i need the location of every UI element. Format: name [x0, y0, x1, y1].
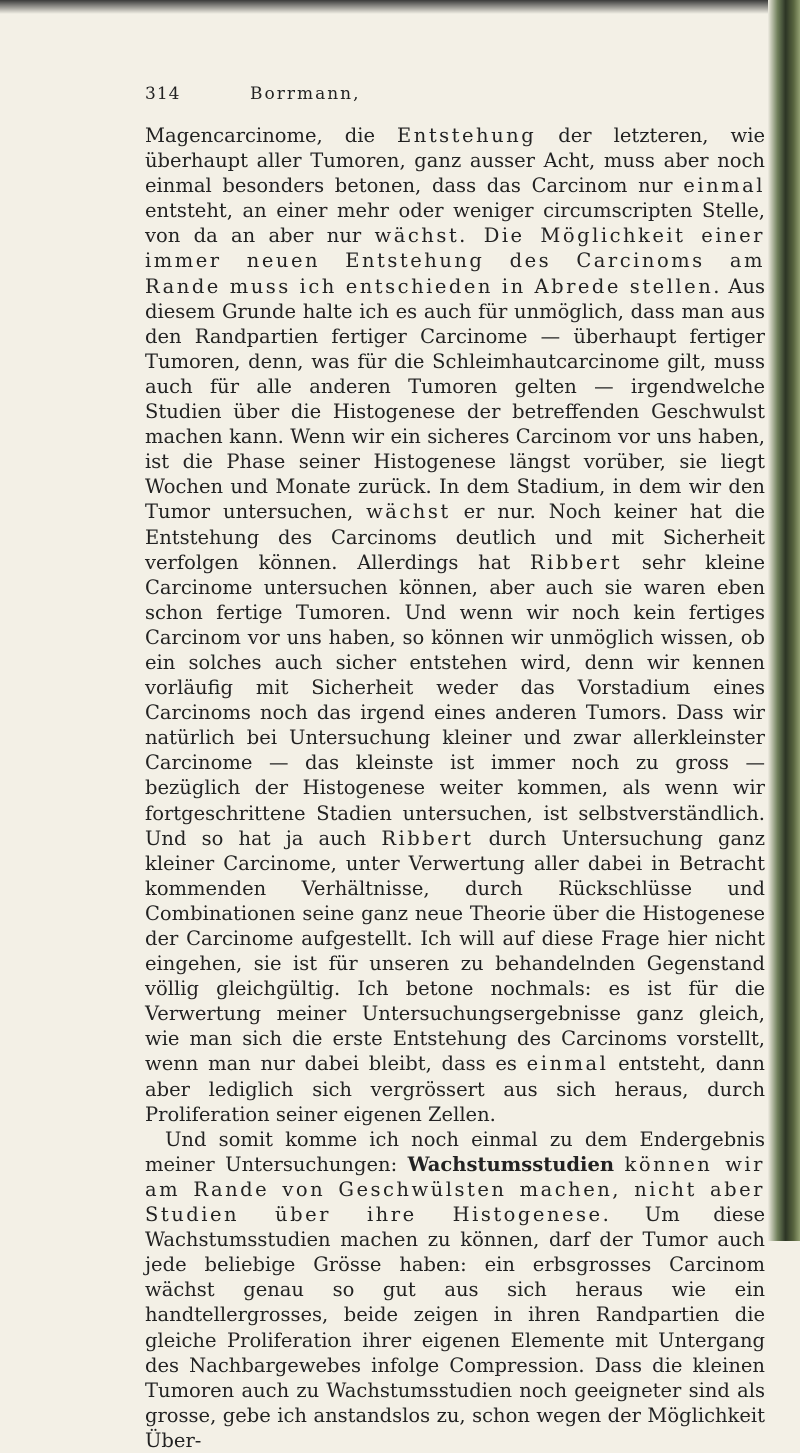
- text-segment: einmal: [683, 174, 765, 198]
- text-segment: Magencarcinome, die: [145, 124, 398, 147]
- page-number: 314: [145, 84, 181, 104]
- text-segment: Ribbert: [381, 826, 474, 850]
- text-segment-bold: Wachstumsstudien: [407, 1152, 615, 1176]
- text-segment: einmal: [526, 1052, 609, 1076]
- text-segment: sehr kleine Carcinome untersuchen können, aber auch sie waren eben schon fertige Tumoren. Und wenn wir noch kein fertiges Carcinom vor uns haben, so können wir unmöglich wissen, ob ein solches auch sicher entstehen wird, denn wir kennen vorläufig mit Sicherheit weder das Vorstadium eines Carcinoms noch das irgend eines anderen Tumors. Dass wir natürlich bei Untersuchung kleiner und zwar allerkleinster Carcinome — das kleinste ist immer noch zu gross — bezüglich der Histogenese weiter kommen, als wenn wir fortgeschrittene Stadien untersuchen, ist selbstverständlich. Und so hat ja auch: [145, 550, 765, 850]
- text-segment: entsteht, an einer mehr oder weniger circumscripten Stelle, von da an aber nur: [145, 199, 765, 248]
- text-segment: der letzteren, wie überhaupt aller Tumoren, ganz ausser Acht, muss aber noch einmal besonders betonen, dass das Carcinom nur: [145, 124, 765, 198]
- paragraph-1: [145, 123, 765, 1127]
- text-segment: wächst: [366, 500, 451, 524]
- scan-top-edge: [0, 0, 800, 14]
- text-segment: [614, 1153, 624, 1176]
- book-spine-edge: [768, 0, 800, 1241]
- text-segment: können wir am Rande von Geschwülsten machen, nicht aber Studien über ihre Histogenese.: [145, 1152, 765, 1227]
- text-segment: durch Untersuchung ganz kleiner Carcinome, unter Verwertung aller dabei in Betracht kommenden Verhältnisse, durch Rückschlüsse und Combinationen seine ganz neue Theorie über die Histogenese der Carcinome aufgestellt. Ich will auf diese Frage hier nicht eingehen, sie ist für unseren zu behandelnden Gegenstand völlig gleichgültig. Ich betone nochmals: es ist für die Verwertung meiner Untersuchungsergebnisse ganz gleich, wie man sich die erste Entstehung des Carcinoms vorstellt, wenn man nur dabei bleibt, dass es: [145, 826, 765, 1076]
- paragraph-2: [145, 1127, 765, 1453]
- text-segment: Aus diesem Grunde halte ich es auch für unmöglich, dass man aus den Randpartien fertiger Carcinome — überhaupt fertiger Tumoren, denn, was für die Schleimhautcarcinome gilt, muss auch für alle anderen Tumoren gelten — irgendwelche Studien über die Histogenese der betreffenden Geschwulst machen kann. Wenn wir ein sicheres Carcinom vor uns haben, ist die Phase seiner Histogenese längst vorüber, sie liegt Wochen und Monate zurück. In dem Stadium, in dem wir den Tumor untersuchen,: [145, 274, 765, 524]
- text-segment: entsteht, dann aber lediglich sich vergrössert aus sich heraus, durch Proliferation seiner eigenen Zellen.: [145, 1052, 765, 1126]
- body-text: [145, 123, 765, 1453]
- text-segment: wächst. Die Möglichkeit einer immer neuen Entstehung des Carcinoms am Rande muss ich entschieden in Abrede stellen.: [145, 224, 765, 298]
- running-head: Borrmann,: [250, 84, 361, 104]
- text-segment: Und somit komme ich noch einmal zu dem Endergebnis meiner Untersuchungen:: [145, 1127, 765, 1176]
- text-segment: Um diese Wachstumsstudien machen zu können, darf der Tumor auch jede beliebige Grösse haben: ein erbsgrosses Carcinom wächst genau so gut aus sich heraus wie ein handtellergrosses, beide zeigen in ihren Randpartien die gleiche Proliferation ihrer eigenen Elemente mit Untergang des Nachbargewebes infolge Compression. Dass die kleinen Tumoren auch zu Wachstumsstudien noch geeigneter sind als grosse, gebe ich anstandslos zu, schon wegen der Möglichkeit Über-: [145, 1203, 766, 1452]
- text-segment: Ribbert: [529, 550, 623, 574]
- text-segment: Entstehung: [397, 124, 537, 147]
- text-segment: er nur. Noch keiner hat die Entstehung des Carcinoms deutlich und mit Sicherheit verfolgen können. Allerdings hat: [145, 500, 765, 574]
- page-header: [145, 84, 665, 110]
